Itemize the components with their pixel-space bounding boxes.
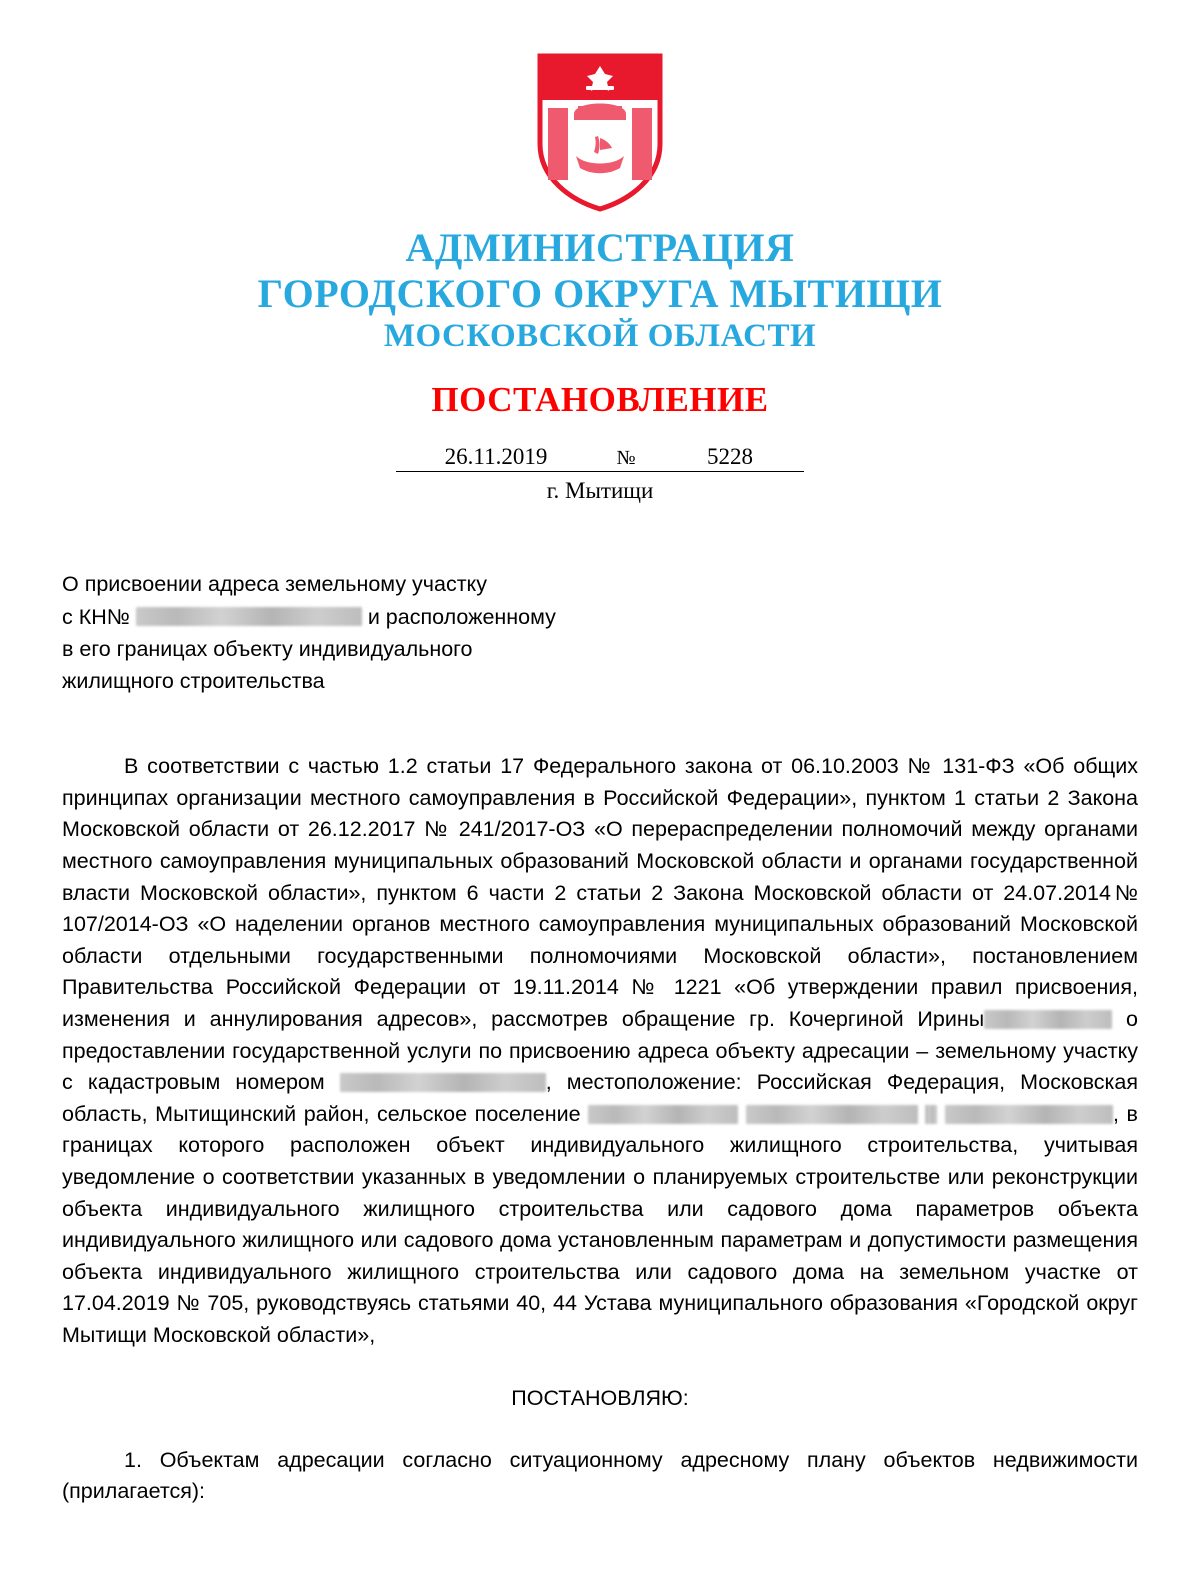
redacted-cadastral-number [136,607,362,626]
body-part-4: , в границах которого расположен объект индивидуального жилищного строительства, учитывая уведомление о соответствии указанных в уведомлении о планируемых строительстве или реконструкции объекта индивидуального жилищного строительства или садового дома параметров объекта индивидуального жилищного или садового дома установленным параметрам и допустимости размещения объекта индивидуального жилищного строительства или садового дома на земельном участке от 17.04.2019 № 705, руководствуясь статьями 40, 44 Устава муниципального образования «Городской округ Мытищи Московской области», [62,1101,1138,1347]
coat-of-arms-icon [534,52,666,212]
redacted-address-part-4 [945,1105,1113,1124]
document-body [62,751,1138,1351]
document-date: 26.11.2019 [396,444,596,472]
resolve-keyword: ПОСТАНОВЛЯЮ: [511,1385,689,1410]
body-item-1-text: 1. Объектам адресации согласно ситуационному адресному плану объектов недвижимости (прилагается): [62,1447,1138,1504]
redacted-address-part-2 [746,1105,918,1124]
document-type-heading: ПОСТАНОВЛЕНИЕ [431,380,769,420]
body-paragraph-1 [62,751,1138,1351]
subject-line-2 [62,601,702,633]
coat-of-arms-container [62,52,1138,212]
body-part-2: о предоставлении государственной услуги по присвоению адреса объекту адресации – земельному участку с кадастровым номером [62,1007,1138,1095]
redacted-person-name [984,1010,1112,1029]
org-title-line-1: АДМИНИСТРАЦИЯ [405,225,795,270]
organization-title [62,226,1138,354]
document-number: 5228 [656,444,804,472]
document-subject [62,568,702,697]
org-title-line-3: МОСКОВСКОЙ ОБЛАСТИ [383,318,817,354]
redacted-address-part-1 [588,1105,738,1124]
body-item-1 [62,1445,1138,1508]
body-part-3: , местоположение: Российская Федерация, Московская область, Мытищинский район, сельское поселение [62,1070,1138,1126]
subject-line-1: О присвоении адреса земельному участку [62,572,487,597]
subject-line-2-after: и расположенному [367,604,556,629]
org-title-line-2: ГОРОДСКОГО ОКРУГА МЫТИЩИ [257,271,943,316]
body-part-1: В соответствии с частью 1.2 статьи 17 Федерального закона от 06.10.2003 № 131-ФЗ «Об общих принципах организации местного самоуправления в Российской Федерации», пунктом 1 статьи 2 Закона Московской области от 26.12.2017 № 241/2017-ОЗ «О перераспределении полномочий между органами местного самоуправления муниципальных образований Московской области и органами государственной власти Московской области», пунктом 6 части 2 статьи 2 Закона Московской области от 24.07.2014№ 107/2014-ОЗ «О наделении органов местного самоуправления муниципальных образований Московской области отдельными государственными полномочиями Московской области», постановлением Правительства Российской Федерации от 19.11.2014 № 1221 «Об утверждении правил присвоения, изменения и аннулирования адресов», рассмотрев обращение гр. Кочергиной Ирины [62,754,1138,1032]
date-number-row [62,444,1138,472]
document-city: г. Мытищи [546,478,654,504]
subject-line-3: в его границах объекту индивидуального [62,636,473,661]
redacted-cadastral-number-2 [340,1073,546,1092]
subject-line-4: жилищного строительства [62,669,325,694]
number-label: № [596,447,656,472]
redacted-address-part-3 [925,1105,937,1124]
subject-line-2-before: с КН№ [62,604,130,629]
